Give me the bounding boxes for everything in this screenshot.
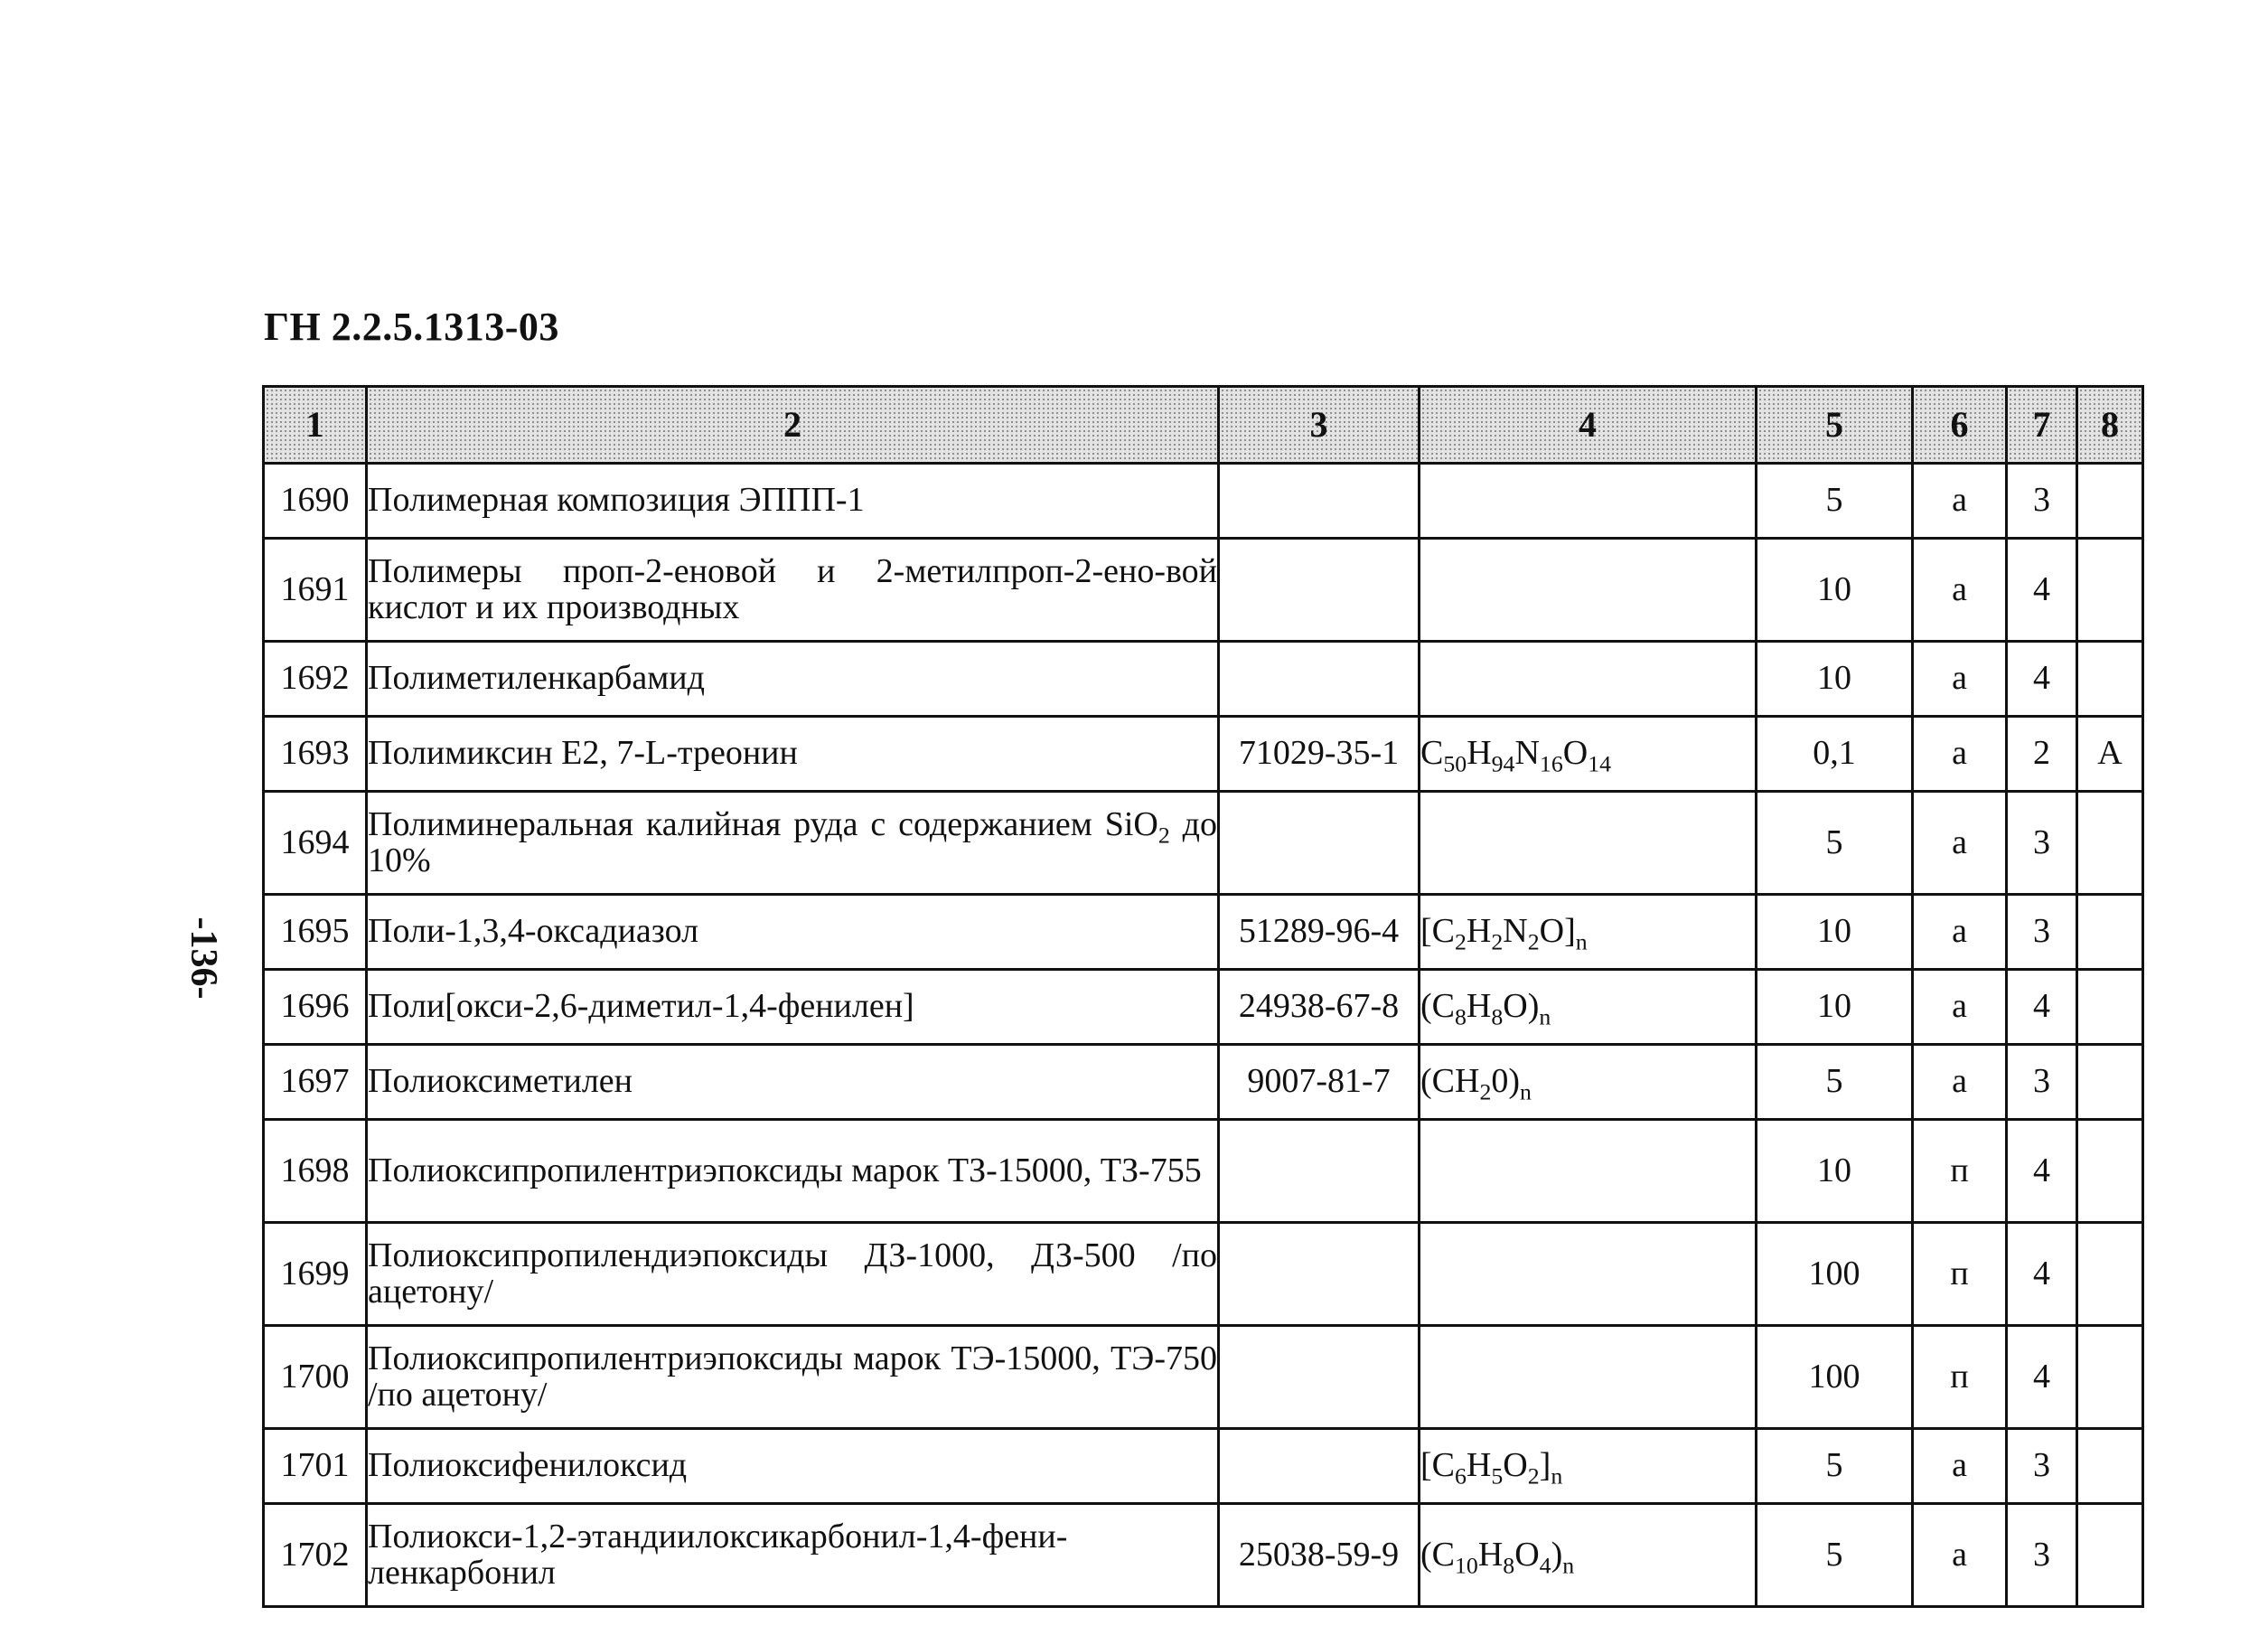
cell-number: 1701 [264,1429,367,1504]
cell-name: Полимерная композиция ЭППП-1 [367,464,1219,539]
cell-col8 [2077,1504,2143,1607]
cell-col7: 3 [2007,1045,2077,1120]
table-row [264,717,2143,792]
cell-col8 [2077,1429,2143,1504]
cell-cas [1219,1120,1420,1223]
cell-formula [1420,792,1757,895]
column-header-2: 2 [367,387,1219,464]
cell-col6: а [1913,1429,2007,1504]
cell-col6: а [1913,464,2007,539]
table-row [264,1429,2143,1504]
table-row [264,464,2143,539]
cell-col5: 100 [1757,1223,1913,1326]
page-number: -136- [183,916,224,1000]
cell-col7: 4 [2007,642,2077,717]
cell-name: Полиокси-1,2-этандиилоксикарбонил-1,4-фени-ленкарбонил [367,1504,1219,1607]
cell-col7: 4 [2007,1326,2077,1429]
cell-formula: $(CH_20)_n$ [1420,1045,1757,1120]
cell-col7: 4 [2007,1223,2077,1326]
cell-number: 1698 [264,1120,367,1223]
table-row [264,1045,2143,1120]
column-header-3: 3 [1219,387,1420,464]
column-header-5: 5 [1757,387,1913,464]
cell-col6: а [1913,1045,2007,1120]
cell-name: Полиоксипропилендиэпоксиды ДЗ-1000, ДЗ-500 /по ацетону/ [367,1223,1219,1326]
cell-cas: 9007-81-7 [1219,1045,1420,1120]
substances-table [262,385,2144,1608]
cell-formula [1420,1223,1757,1326]
table-row [264,970,2143,1045]
cell-name: Полиоксипропилентриэпоксиды марок ТЭ-15000, ТЭ-750 /по ацетону/ [367,1326,1219,1429]
cell-col7: 3 [2007,464,2077,539]
cell-col5: 5 [1757,464,1913,539]
cell-name: Полиоксиметилен [367,1045,1219,1120]
cell-name: Полимеры проп-2-еновой и 2-метилпроп-2-ено-вой кислот и их производных [367,539,1219,642]
table-row [264,1326,2143,1429]
column-header-6: 6 [1913,387,2007,464]
cell-number: 1693 [264,717,367,792]
cell-col7: 4 [2007,1120,2077,1223]
cell-col8 [2077,464,2143,539]
cell-col8 [2077,792,2143,895]
cell-col7: 4 [2007,970,2077,1045]
cell-cas [1219,1326,1420,1429]
cell-col5: 5 [1757,1429,1913,1504]
cell-formula [1420,1326,1757,1429]
cell-col7: 3 [2007,792,2077,895]
cell-col6: п [1913,1120,2007,1223]
cell-col6: а [1913,717,2007,792]
cell-col6: а [1913,642,2007,717]
column-header-7: 7 [2007,387,2077,464]
cell-number: 1695 [264,895,367,970]
table-row [264,1120,2143,1223]
cell-formula [1420,642,1757,717]
cell-col5: 100 [1757,1326,1913,1429]
cell-formula: $[C_2H_2N_2O]_n$ [1420,895,1757,970]
cell-formula: $(C_{10}H_8O_4)_n$ [1420,1504,1757,1607]
cell-cas [1219,1429,1420,1504]
cell-col8 [2077,1120,2143,1223]
cell-col8 [2077,895,2143,970]
cell-formula: $[C_6H_5O_2]_n$ [1420,1429,1757,1504]
table-row [264,895,2143,970]
cell-name: Поли-1,3,4-оксадиазол [367,895,1219,970]
cell-name: Полиоксипропилентриэпоксиды марок ТЗ-15000, ТЗ-755 [367,1120,1219,1223]
cell-col8 [2077,539,2143,642]
cell-formula: $(C_8H_8O)_n$ [1420,970,1757,1045]
cell-number: 1694 [264,792,367,895]
cell-cas: 24938-67-8 [1219,970,1420,1045]
cell-name: Полиминеральная калийная руда с содержанием SiO$_2$ до 10% [367,792,1219,895]
cell-cas [1219,792,1420,895]
cell-col6: а [1913,895,2007,970]
cell-number: 1697 [264,1045,367,1120]
cell-col6: а [1913,539,2007,642]
cell-formula [1420,1120,1757,1223]
cell-number: 1691 [264,539,367,642]
cell-col5: 0,1 [1757,717,1913,792]
cell-col6: а [1913,1504,2007,1607]
cell-number: 1700 [264,1326,367,1429]
cell-number: 1690 [264,464,367,539]
cell-name: Поли[окси-2,6-диметил-1,4-фенилен] [367,970,1219,1045]
cell-number: 1696 [264,970,367,1045]
cell-col7: 3 [2007,1504,2077,1607]
cell-col7: 2 [2007,717,2077,792]
cell-col5: 5 [1757,792,1913,895]
cell-col7: 3 [2007,895,2077,970]
cell-col5: 10 [1757,539,1913,642]
cell-col5: 5 [1757,1045,1913,1120]
cell-cas: 51289-96-4 [1219,895,1420,970]
cell-col8 [2077,970,2143,1045]
cell-col6: п [1913,1223,2007,1326]
cell-col8 [2077,1223,2143,1326]
header-row [264,387,2143,464]
column-header-8: 8 [2077,387,2143,464]
cell-col5: 10 [1757,895,1913,970]
cell-formula: $C_{50}H_{94}N_{16}O_{14}$ [1420,717,1757,792]
cell-cas: 71029-35-1 [1219,717,1420,792]
cell-col6: а [1913,970,2007,1045]
cell-name: Полиметиленкарбамид [367,642,1219,717]
table-row [264,1223,2143,1326]
cell-formula [1420,464,1757,539]
cell-formula [1420,539,1757,642]
cell-cas [1219,642,1420,717]
table-row [264,642,2143,717]
table-row [264,539,2143,642]
cell-col8 [2077,642,2143,717]
cell-col8 [2077,1326,2143,1429]
cell-name: Полимиксин E2, 7-L-треонин [367,717,1219,792]
table-row [264,792,2143,895]
column-header-1: 1 [264,387,367,464]
cell-col5: 10 [1757,1120,1913,1223]
cell-col5: 10 [1757,642,1913,717]
cell-number: 1699 [264,1223,367,1326]
cell-col7: 3 [2007,1429,2077,1504]
cell-cas [1219,1223,1420,1326]
document-code: ГН 2.2.5.1313-03 [264,305,559,349]
cell-name: Полиоксифенилоксид [367,1429,1219,1504]
cell-col8 [2077,1045,2143,1120]
cell-number: 1702 [264,1504,367,1607]
table-row [264,1504,2143,1607]
cell-cas [1219,539,1420,642]
cell-number: 1692 [264,642,367,717]
cell-cas [1219,464,1420,539]
column-header-4: 4 [1420,387,1757,464]
cell-col6: п [1913,1326,2007,1429]
cell-col7: 4 [2007,539,2077,642]
cell-col5: 5 [1757,1504,1913,1607]
cell-cas: 25038-59-9 [1219,1504,1420,1607]
cell-col6: а [1913,792,2007,895]
cell-col5: 10 [1757,970,1913,1045]
cell-col8: А [2077,717,2143,792]
